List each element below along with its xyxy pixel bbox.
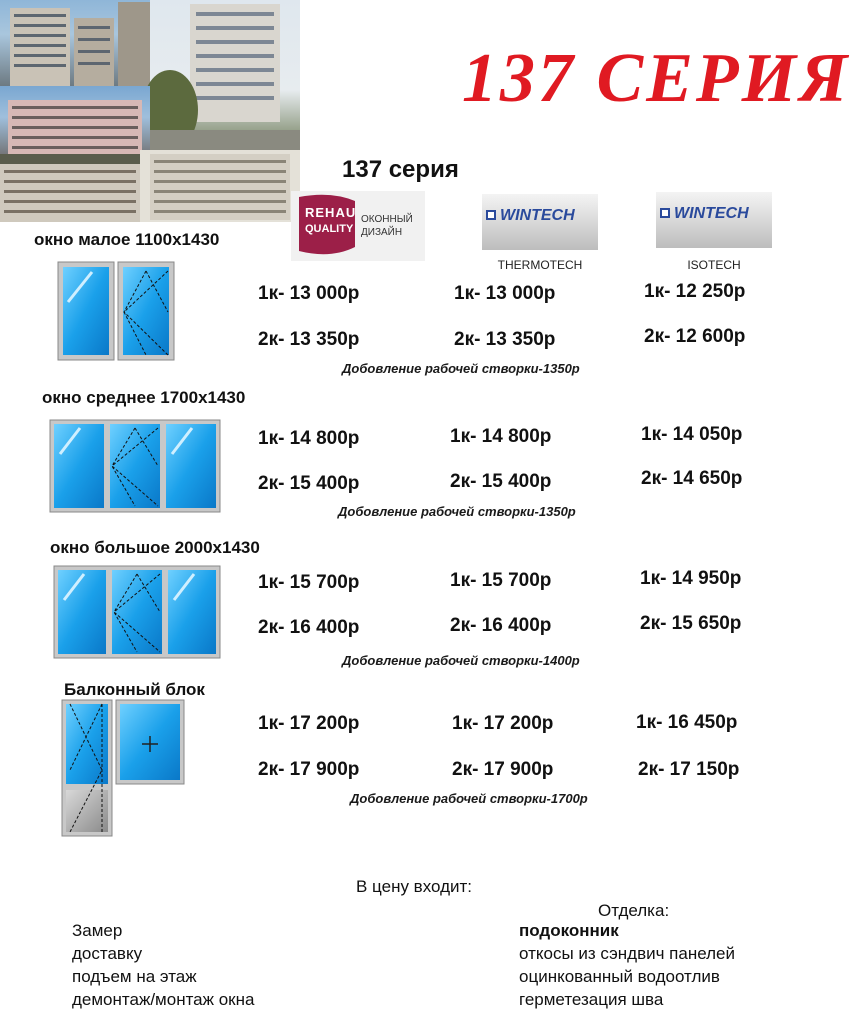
wintech-logo-text: WINTECH: [500, 207, 575, 224]
price-s4-1k-rehau: 1к- 17 200р: [258, 713, 360, 734]
list-item: откосы из сэндвич панелей: [519, 944, 735, 963]
page-subtitle: 137 серия: [342, 156, 459, 183]
price-s2-2k-rehau: 2к- 15 400р: [258, 473, 360, 494]
price-s2-1k-isotech: 1к- 14 050р: [641, 424, 743, 445]
price-s1-1k-rehau: 1к- 13 000р: [258, 283, 360, 304]
price-s3-1k-rehau: 1к- 15 700р: [258, 572, 360, 593]
price-s2-2k-isotech: 2к- 14 650р: [641, 468, 743, 489]
note-s2: Добовление рабочей створки-1350р: [338, 504, 576, 519]
list-item: подъем на этаж: [72, 967, 197, 986]
list-item: герметезация шва: [519, 990, 664, 1009]
building-photo-1: [0, 0, 150, 86]
note-s4: Добовление рабочей створки-1700р: [350, 791, 588, 806]
list-item: доставку: [72, 944, 143, 963]
medium-window-illustration: [50, 420, 220, 517]
rehau-logo-line2: QUALITY: [305, 223, 354, 235]
price-s4-1k-thermotech: 1к- 17 200р: [452, 713, 554, 734]
price-s2-1k-rehau: 1к- 14 800р: [258, 428, 360, 449]
brand-label-thermotech: THERMOTECH: [497, 258, 583, 272]
price-s2-1k-thermotech: 1к- 14 800р: [450, 426, 552, 447]
rehau-tagline: ОКОННЫЙ ДИЗАЙН: [361, 214, 413, 238]
price-s2-2k-thermotech: 2к- 15 400р: [450, 471, 552, 492]
included-label: В цену входит:: [356, 877, 473, 896]
finishing-label: Отделка:: [598, 901, 670, 920]
wintech-logo-text: WINTECH: [674, 205, 749, 222]
price-s3-2k-rehau: 2к- 16 400р: [258, 617, 360, 638]
finishing-list: [519, 919, 735, 1011]
list-item: демонтаж/монтаж окна: [72, 990, 255, 1009]
small-window-illustration: [58, 262, 174, 365]
list-item: Замер: [72, 921, 123, 940]
large-window-illustration: [54, 566, 220, 663]
price-s3-1k-isotech: 1к- 14 950р: [640, 568, 742, 589]
price-s1-2k-thermotech: 2к- 13 350р: [454, 329, 556, 350]
list-item: подоконник: [519, 921, 619, 940]
section-title-small-window: окно малое 1100х1430: [34, 230, 220, 249]
price-s4-2k-isotech: 2к- 17 150р: [638, 759, 740, 780]
note-s1: Добовление рабочей створки-1350р: [342, 361, 580, 376]
included-list: [72, 919, 254, 1011]
list-item: оцинкованный водоотлив: [519, 967, 720, 986]
wintech-logo-thermotech: [482, 194, 598, 250]
building-photo-4: [0, 164, 140, 222]
building-photo-5: [140, 150, 300, 222]
note-s3: Добовление рабочей створки-1400р: [342, 653, 580, 668]
page-title: 137 СЕРИЯ: [462, 40, 850, 117]
building-photo-collage: [0, 0, 300, 222]
price-s4-2k-thermotech: 2к- 17 900р: [452, 759, 554, 780]
building-photo-2: [150, 0, 300, 150]
price-s4-2k-rehau: 2к- 17 900р: [258, 759, 360, 780]
price-s1-1k-isotech: 1к- 12 250р: [644, 281, 746, 302]
section-title-large-window: окно большое 2000х1430: [50, 538, 260, 557]
price-s1-2k-isotech: 2к- 12 600р: [644, 326, 746, 347]
price-s3-1k-thermotech: 1к- 15 700р: [450, 570, 552, 591]
rehau-logo: [291, 191, 425, 261]
balcony-block-illustration: [62, 700, 184, 841]
wintech-logo-isotech: [656, 192, 772, 248]
building-photo-3: [0, 86, 150, 164]
price-s4-1k-isotech: 1к- 16 450р: [636, 712, 738, 733]
brand-label-isotech: ISOTECH: [687, 258, 741, 272]
section-title-medium-window: окно среднее 1700х1430: [42, 388, 246, 407]
price-s1-1k-thermotech: 1к- 13 000р: [454, 283, 556, 304]
section-title-balcony-block: Балконный блок: [64, 680, 205, 699]
price-s3-2k-isotech: 2к- 15 650р: [640, 613, 742, 634]
price-s3-2k-thermotech: 2к- 16 400р: [450, 615, 552, 636]
rehau-logo-line1: REHAU: [305, 205, 357, 220]
price-s1-2k-rehau: 2к- 13 350р: [258, 329, 360, 350]
